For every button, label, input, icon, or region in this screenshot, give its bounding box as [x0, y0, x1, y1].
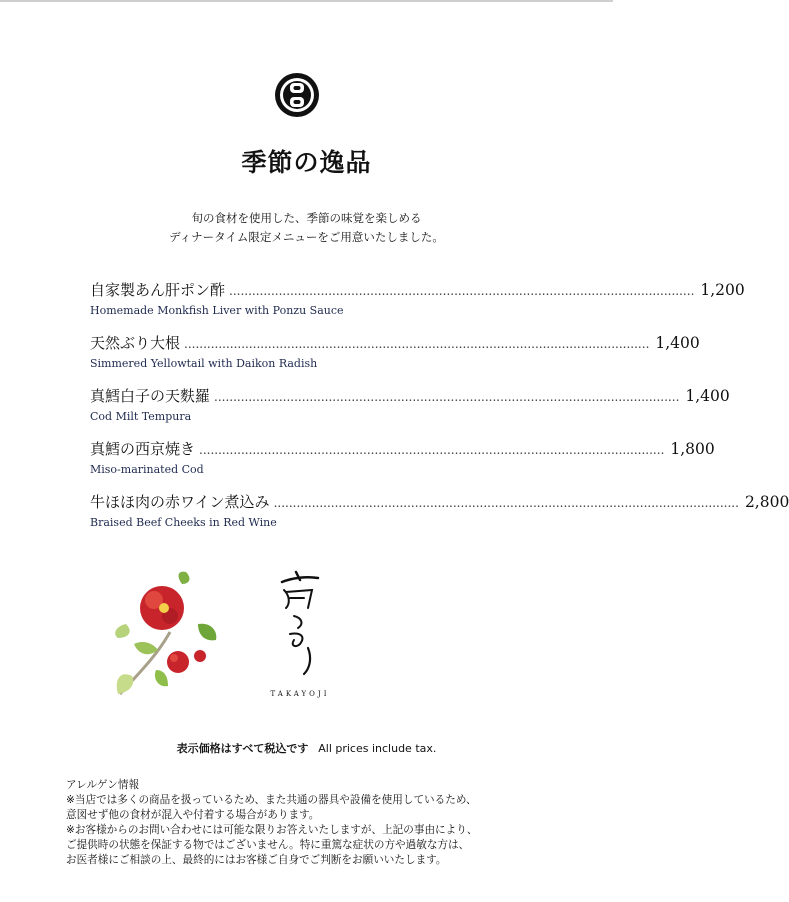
camellia-flower-illustration [112, 570, 224, 698]
menu-item [90, 332, 700, 385]
menu-item-name-en: Simmered Yellowtail with Daikon Radish [90, 357, 318, 370]
tax-note [0, 740, 613, 756]
dot-leader: .......................................................................................................................... [229, 284, 695, 298]
dot-leader: .......................................................................................................................... [199, 443, 665, 457]
menu-item-name-ja: 自家製あん肝ポン酢 [90, 281, 226, 299]
dot-leader: .......................................................................................................................... [214, 390, 680, 404]
allergen-title: アレルゲン情報 [66, 779, 140, 791]
menu-item-name-en: Braised Beef Cheeks in Red Wine [90, 516, 277, 529]
menu-item-price: 1,400 [685, 387, 730, 405]
allergen-line: お医者様にご相談の上、最終的にはお客様ご自身でご判断をお願いいたします。 [66, 854, 447, 866]
calligraphy-mark [260, 568, 340, 678]
menu-item-price: 1,400 [655, 334, 700, 352]
menu-item-price: 1,200 [700, 281, 745, 299]
top-border-line [0, 0, 613, 2]
menu-item-name-en: Cod Milt Tempura [90, 410, 192, 423]
tax-note-ja: 表示価格はすべて税込です [176, 742, 309, 755]
menu-item [90, 279, 745, 332]
menu-item [90, 385, 730, 438]
allergen-info [66, 778, 566, 868]
menu-item [90, 491, 789, 544]
dot-leader: .......................................................................................................................... [184, 337, 650, 351]
menu-item-name-en: Homemade Monkfish Liver with Ponzu Sauce [90, 304, 344, 317]
intro-line-2: ディナータイム限定メニューをご用意いたしました。 [169, 230, 444, 244]
allergen-line: ※お客様からのお問い合わせには可能な限りお答えいたしますが、上記の事由により、 [66, 824, 478, 836]
menu-item-name-ja: 天然ぶり大根 [90, 334, 181, 352]
menu-item-name-ja: 真鱈の西京焼き [90, 440, 196, 458]
allergen-line: 意図せず他の食材が混入や付着する場合があります。 [66, 809, 320, 821]
menu-item-price: 1,800 [670, 440, 715, 458]
allergen-line: ご提供時の状態を保証する物ではございません。特に重篤な症状の方や過敏な方は、 [66, 839, 470, 851]
logo-wordmark: TAKAYOJI [270, 690, 330, 698]
menu-item-price: 2,800 [744, 493, 789, 511]
menu-item-name-en: Miso-marinated Cod [90, 463, 204, 476]
family-crest-icon [274, 72, 320, 118]
intro-text [0, 209, 613, 247]
menu-item-name-ja: 真鱈白子の天麩羅 [90, 387, 211, 405]
tax-note-en: All prices include tax. [318, 742, 437, 755]
menu-list [90, 279, 789, 544]
takayoji-calligraphy-logo [260, 568, 340, 698]
page-title: 季節の逸品 [241, 148, 372, 177]
dot-leader: .......................................................................................................................... [273, 496, 739, 510]
intro-line-1: 旬の食材を使用した、季節の味覚を楽しめる [191, 211, 422, 225]
menu-item-name-ja: 牛ほほ肉の赤ワイン煮込み [90, 493, 270, 511]
menu-item [90, 438, 715, 491]
allergen-line: ※当店では多くの商品を扱っているため、また共通の器具や設備を使用しているため、 [66, 794, 477, 806]
